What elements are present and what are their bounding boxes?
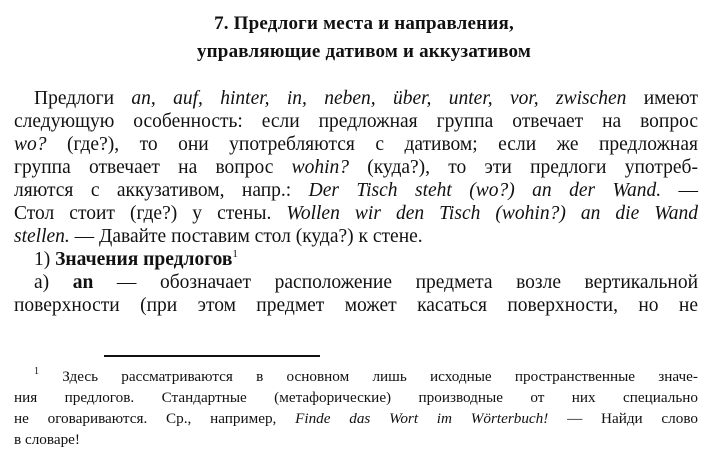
section-title-line-1: 7. Предлоги места и направления, [214, 13, 514, 34]
body-line-6 [14, 203, 698, 225]
text: — Найди слово [548, 410, 698, 427]
body-line-3 [14, 134, 698, 156]
text: а) [34, 272, 73, 293]
text: Стол стоит (где?) у стены. [14, 203, 287, 224]
text: ляются с аккузативом, напр.: [14, 180, 309, 201]
question-wohin: wohin? [291, 157, 350, 178]
text: имеют [626, 88, 699, 109]
question-wo: wo? [14, 134, 47, 155]
text: не оговариваются. Ср., например, [14, 410, 296, 427]
term-an: an [72, 272, 94, 293]
text: Предлоги [34, 88, 132, 109]
german-example-3: Finde das Wort im Wörterbuch! [295, 410, 549, 427]
subsection-number: 1) [34, 249, 56, 270]
footnote-line-1 [34, 366, 698, 387]
footnote-line-3 [14, 408, 698, 429]
german-example-1: Der Tisch steht (wo?) an der Wand. [308, 180, 662, 201]
text: (куда?), то эти предлоги употреб- [349, 157, 698, 178]
german-example-2: Wollen wir den Tisch (wohin?) an die Wand [286, 203, 699, 224]
footnote-marker: 1 [232, 248, 238, 260]
body-line-9 [34, 272, 698, 294]
text: Здесь рассматриваются в основном лишь исходные пространственные значе- [39, 368, 698, 385]
body-line-7 [14, 226, 698, 248]
subsection-title: Значения предлогов [55, 249, 233, 270]
body-line-2: следующую особенность: если предложная группа отвечает на вопрос [14, 111, 698, 132]
text: — обозначает расположение предмета возле вертикальной [93, 272, 699, 293]
body-line-1 [34, 88, 698, 110]
footnote-line-4: в словаре! [14, 431, 80, 448]
text: (где?), то они употребляются с дативом; если же предложная [46, 134, 698, 155]
footnote-line-2: ния предлогов. Стандартные (метафорические) производные от них специально [14, 389, 698, 406]
footnote-separator [104, 355, 320, 357]
subsection-heading [34, 249, 698, 271]
footnote-number: 1 [34, 366, 39, 377]
text: группа отвечает на вопрос [14, 157, 292, 178]
text: — Давайте поставим стол (куда?) к стене. [69, 226, 423, 247]
section-title-line-2: управляющие дативом и аккузативом [196, 41, 532, 62]
german-example-2-end: stellen. [14, 226, 70, 247]
prepositions-list: an, auf, hinter, in, neben, über, unter, vor, zwischen [131, 88, 627, 109]
body-line-10: поверхности (при этом предмет может касаться поверхности, но не [14, 295, 698, 316]
body-line-4 [14, 157, 698, 179]
text: — [661, 180, 699, 201]
body-line-5 [14, 180, 698, 202]
